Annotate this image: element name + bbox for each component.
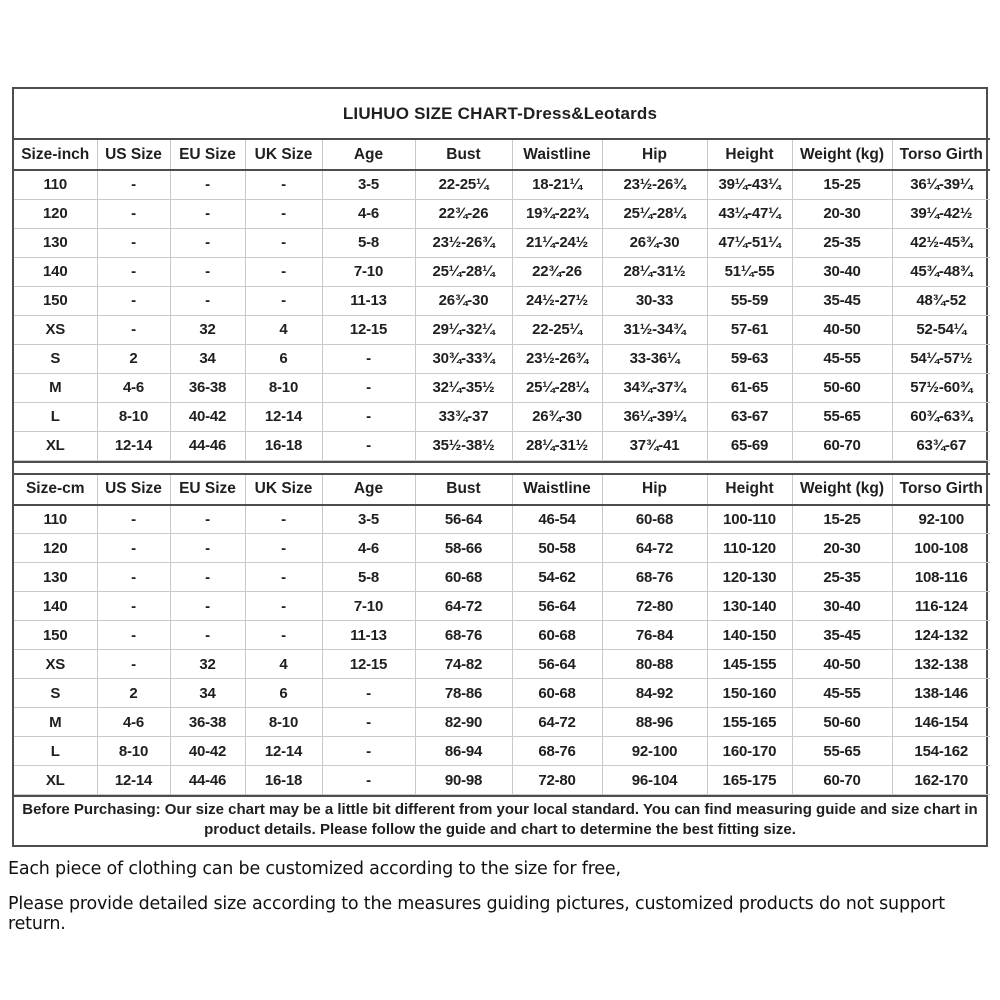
size-label-cell: 140 bbox=[14, 257, 97, 286]
table-cell: 4-6 bbox=[97, 708, 170, 737]
table-cell: - bbox=[322, 373, 415, 402]
size-label-cell: 130 bbox=[14, 228, 97, 257]
table-cell: - bbox=[245, 534, 322, 563]
table-cell: 6 bbox=[245, 344, 322, 373]
column-header: Torso Girth bbox=[892, 139, 990, 170]
table-cell: 55-65 bbox=[792, 737, 892, 766]
column-header: Bust bbox=[415, 139, 512, 170]
table-cell: 15-25 bbox=[792, 505, 892, 534]
purchase-note: Before Purchasing: Our size chart may be a little bit different from your local standard. You can find measuring guide and size chart in product details. Please follow the guide and chart to determine the best fitting size. bbox=[14, 795, 986, 845]
table-cell: 35-45 bbox=[792, 621, 892, 650]
table-row bbox=[14, 592, 990, 621]
table-row bbox=[14, 679, 990, 708]
table-cell: 16-18 bbox=[245, 431, 322, 460]
table-row bbox=[14, 708, 990, 737]
inch-table-body bbox=[14, 170, 990, 460]
inch-table-header bbox=[14, 139, 990, 170]
table-cell: 26¾-30 bbox=[602, 228, 707, 257]
table-cell: 60-68 bbox=[415, 563, 512, 592]
table-cell: - bbox=[245, 286, 322, 315]
table-cell: 92-100 bbox=[892, 505, 990, 534]
table-cell: 4-6 bbox=[97, 373, 170, 402]
table-cell: 65-69 bbox=[707, 431, 792, 460]
table-cell: 22-25¼ bbox=[512, 315, 602, 344]
table-cell: - bbox=[245, 621, 322, 650]
size-label-cell: XS bbox=[14, 315, 97, 344]
table-row bbox=[14, 766, 990, 795]
size-label-cell: XS bbox=[14, 650, 97, 679]
table-cell: 33-36¼ bbox=[602, 344, 707, 373]
table-row bbox=[14, 737, 990, 766]
table-cell: 116-124 bbox=[892, 592, 990, 621]
column-header: Hip bbox=[602, 474, 707, 505]
table-cell: - bbox=[245, 170, 322, 199]
table-cell: 56-64 bbox=[512, 592, 602, 621]
table-cell: 12-14 bbox=[245, 402, 322, 431]
table-cell: 6 bbox=[245, 679, 322, 708]
table-cell: 145-155 bbox=[707, 650, 792, 679]
table-cell: 60-68 bbox=[512, 679, 602, 708]
table-cell: - bbox=[170, 505, 245, 534]
table-cell: 12-15 bbox=[322, 315, 415, 344]
table-cell: - bbox=[170, 286, 245, 315]
table-cell: - bbox=[97, 286, 170, 315]
table-cell: 8-10 bbox=[245, 373, 322, 402]
table-cell: - bbox=[97, 315, 170, 344]
table-cell: - bbox=[322, 402, 415, 431]
table-cell: 150-160 bbox=[707, 679, 792, 708]
table-cell: 160-170 bbox=[707, 737, 792, 766]
table-cell: 36-38 bbox=[170, 373, 245, 402]
table-cell: 124-132 bbox=[892, 621, 990, 650]
table-cell: 39¼-42½ bbox=[892, 199, 990, 228]
size-label-cell: 150 bbox=[14, 621, 97, 650]
table-cell: 45-55 bbox=[792, 344, 892, 373]
table-cell: 3-5 bbox=[322, 505, 415, 534]
table-cell: 68-76 bbox=[415, 621, 512, 650]
table-cell: - bbox=[170, 228, 245, 257]
table-cell: 25¼-28¼ bbox=[512, 373, 602, 402]
table-cell: 96-104 bbox=[602, 766, 707, 795]
table-cell: 55-59 bbox=[707, 286, 792, 315]
size-label-cell: 120 bbox=[14, 199, 97, 228]
customization-note: Each piece of clothing can be customized according to the size for free, bbox=[8, 859, 621, 879]
table-row bbox=[14, 344, 990, 373]
column-header: Size-inch bbox=[14, 139, 97, 170]
table-cell: 28¼-31½ bbox=[512, 431, 602, 460]
table-cell: - bbox=[245, 505, 322, 534]
table-cell: 50-60 bbox=[792, 708, 892, 737]
table-cell: 42½-45¾ bbox=[892, 228, 990, 257]
chart-title: LIUHUO SIZE CHART-Dress&Leotards bbox=[342, 104, 658, 123]
table-cell: - bbox=[97, 592, 170, 621]
table-cell: 45-55 bbox=[792, 679, 892, 708]
table-cell: 64-72 bbox=[512, 708, 602, 737]
table-cell: - bbox=[170, 592, 245, 621]
table-cell: 52-54¼ bbox=[892, 315, 990, 344]
column-header: Height bbox=[707, 139, 792, 170]
table-cell: 5-8 bbox=[322, 228, 415, 257]
table-cell: 11-13 bbox=[322, 621, 415, 650]
size-label-cell: M bbox=[14, 373, 97, 402]
table-cell: 2 bbox=[97, 344, 170, 373]
table-cell: 92-100 bbox=[602, 737, 707, 766]
table-cell: 20-30 bbox=[792, 534, 892, 563]
table-gap-divider bbox=[14, 461, 986, 473]
table-cell: 12-14 bbox=[97, 766, 170, 795]
table-cell: 90-98 bbox=[415, 766, 512, 795]
table-cell: 26¾-30 bbox=[415, 286, 512, 315]
table-cell: 155-165 bbox=[707, 708, 792, 737]
table-cell: 54-62 bbox=[512, 563, 602, 592]
table-cell: 37¾-41 bbox=[602, 431, 707, 460]
table-cell: 39¼-43¼ bbox=[707, 170, 792, 199]
table-cell: 4 bbox=[245, 650, 322, 679]
column-header: Torso Girth bbox=[892, 474, 990, 505]
table-cell: 51¼-55 bbox=[707, 257, 792, 286]
header-row bbox=[14, 474, 990, 505]
table-cell: 23½-26¾ bbox=[512, 344, 602, 373]
table-cell: - bbox=[245, 199, 322, 228]
table-cell: 21¼-24½ bbox=[512, 228, 602, 257]
table-cell: 23½-26¾ bbox=[602, 170, 707, 199]
table-cell: 25-35 bbox=[792, 228, 892, 257]
table-cell: 72-80 bbox=[602, 592, 707, 621]
table-cell: 58-66 bbox=[415, 534, 512, 563]
table-cell: - bbox=[170, 534, 245, 563]
table-cell: 30¾-33¾ bbox=[415, 344, 512, 373]
size-label-cell: 120 bbox=[14, 534, 97, 563]
table-cell: 3-5 bbox=[322, 170, 415, 199]
cm-table-header bbox=[14, 474, 990, 505]
table-cell: 84-92 bbox=[602, 679, 707, 708]
table-cell: 64-72 bbox=[415, 592, 512, 621]
table-cell: 35½-38½ bbox=[415, 431, 512, 460]
table-cell: 63-67 bbox=[707, 402, 792, 431]
column-header: EU Size bbox=[170, 474, 245, 505]
table-cell: 60-68 bbox=[602, 505, 707, 534]
column-header: UK Size bbox=[245, 474, 322, 505]
table-cell: 74-82 bbox=[415, 650, 512, 679]
table-row bbox=[14, 563, 990, 592]
column-header: UK Size bbox=[245, 139, 322, 170]
size-label-cell: 110 bbox=[14, 170, 97, 199]
table-cell: 24½-27½ bbox=[512, 286, 602, 315]
table-cell: 28¼-31½ bbox=[602, 257, 707, 286]
table-cell: - bbox=[97, 170, 170, 199]
table-cell: 60-68 bbox=[512, 621, 602, 650]
size-table-inch bbox=[14, 138, 990, 461]
size-table-cm bbox=[14, 473, 990, 796]
table-cell: 100-108 bbox=[892, 534, 990, 563]
table-cell: 130-140 bbox=[707, 592, 792, 621]
column-header: Age bbox=[322, 474, 415, 505]
table-row bbox=[14, 621, 990, 650]
size-label-cell: 140 bbox=[14, 592, 97, 621]
column-header: Waistline bbox=[512, 474, 602, 505]
table-cell: - bbox=[170, 257, 245, 286]
table-cell: 30-33 bbox=[602, 286, 707, 315]
table-cell: - bbox=[97, 650, 170, 679]
table-cell: 2 bbox=[97, 679, 170, 708]
table-cell: 30-40 bbox=[792, 592, 892, 621]
table-row bbox=[14, 431, 990, 460]
table-cell: 30-40 bbox=[792, 257, 892, 286]
table-cell: - bbox=[322, 431, 415, 460]
table-cell: 26¾-30 bbox=[512, 402, 602, 431]
table-cell: 43¼-47¼ bbox=[707, 199, 792, 228]
table-cell: 8-10 bbox=[245, 708, 322, 737]
size-label-cell: XL bbox=[14, 766, 97, 795]
size-chart-container bbox=[12, 87, 988, 847]
table-cell: 12-14 bbox=[245, 737, 322, 766]
size-label-cell: L bbox=[14, 402, 97, 431]
table-cell: - bbox=[245, 257, 322, 286]
table-cell: 34¾-37¾ bbox=[602, 373, 707, 402]
table-cell: 76-84 bbox=[602, 621, 707, 650]
table-cell: 11-13 bbox=[322, 286, 415, 315]
table-cell: 110-120 bbox=[707, 534, 792, 563]
cm-table-body bbox=[14, 505, 990, 795]
table-cell: 55-65 bbox=[792, 402, 892, 431]
table-cell: 32 bbox=[170, 650, 245, 679]
table-cell: 45¾-48¾ bbox=[892, 257, 990, 286]
table-row bbox=[14, 257, 990, 286]
table-cell: 60-70 bbox=[792, 766, 892, 795]
table-cell: 78-86 bbox=[415, 679, 512, 708]
size-label-cell: S bbox=[14, 679, 97, 708]
table-cell: 68-76 bbox=[602, 563, 707, 592]
size-label-cell: L bbox=[14, 737, 97, 766]
table-cell: - bbox=[97, 621, 170, 650]
table-cell: 4-6 bbox=[322, 534, 415, 563]
table-cell: 100-110 bbox=[707, 505, 792, 534]
table-cell: 25-35 bbox=[792, 563, 892, 592]
table-cell: 7-10 bbox=[322, 592, 415, 621]
table-cell: 19¾-22¾ bbox=[512, 199, 602, 228]
table-cell: 34 bbox=[170, 344, 245, 373]
size-label-cell: M bbox=[14, 708, 97, 737]
table-row bbox=[14, 286, 990, 315]
table-cell: - bbox=[97, 534, 170, 563]
size-label-cell: XL bbox=[14, 431, 97, 460]
column-header: Weight (kg) bbox=[792, 474, 892, 505]
table-cell: 44-46 bbox=[170, 766, 245, 795]
table-cell: 82-90 bbox=[415, 708, 512, 737]
table-cell: 63¾-67 bbox=[892, 431, 990, 460]
table-cell: 33¾-37 bbox=[415, 402, 512, 431]
table-cell: 40-50 bbox=[792, 650, 892, 679]
column-header: Weight (kg) bbox=[792, 139, 892, 170]
table-cell: 154-162 bbox=[892, 737, 990, 766]
table-cell: 8-10 bbox=[97, 402, 170, 431]
table-cell: 32¼-35½ bbox=[415, 373, 512, 402]
table-row bbox=[14, 373, 990, 402]
size-label-cell: 130 bbox=[14, 563, 97, 592]
table-cell: 47¼-51¼ bbox=[707, 228, 792, 257]
size-label-cell: 110 bbox=[14, 505, 97, 534]
table-cell: - bbox=[322, 737, 415, 766]
header-row bbox=[14, 139, 990, 170]
table-cell: 60¾-63¾ bbox=[892, 402, 990, 431]
table-cell: 12-15 bbox=[322, 650, 415, 679]
table-cell: 64-72 bbox=[602, 534, 707, 563]
table-row bbox=[14, 170, 990, 199]
table-cell: 22¾-26 bbox=[415, 199, 512, 228]
table-cell: 59-63 bbox=[707, 344, 792, 373]
table-cell: 36¼-39¼ bbox=[892, 170, 990, 199]
table-cell: - bbox=[170, 621, 245, 650]
table-cell: 46-54 bbox=[512, 505, 602, 534]
table-cell: 146-154 bbox=[892, 708, 990, 737]
table-cell: 23½-26¾ bbox=[415, 228, 512, 257]
table-cell: 56-64 bbox=[415, 505, 512, 534]
table-cell: 29¼-32¼ bbox=[415, 315, 512, 344]
table-cell: 56-64 bbox=[512, 650, 602, 679]
table-row bbox=[14, 228, 990, 257]
table-cell: 61-65 bbox=[707, 373, 792, 402]
table-cell: 54¼-57½ bbox=[892, 344, 990, 373]
table-cell: 40-42 bbox=[170, 402, 245, 431]
table-cell: - bbox=[97, 257, 170, 286]
table-cell: 25¼-28¼ bbox=[602, 199, 707, 228]
table-cell: - bbox=[322, 766, 415, 795]
table-cell: 57-61 bbox=[707, 315, 792, 344]
table-cell: - bbox=[97, 505, 170, 534]
table-cell: 72-80 bbox=[512, 766, 602, 795]
table-cell: 86-94 bbox=[415, 737, 512, 766]
table-cell: 44-46 bbox=[170, 431, 245, 460]
column-header: Bust bbox=[415, 474, 512, 505]
table-cell: 40-42 bbox=[170, 737, 245, 766]
table-cell: - bbox=[170, 563, 245, 592]
table-cell: 16-18 bbox=[245, 766, 322, 795]
table-cell: - bbox=[97, 563, 170, 592]
table-cell: 140-150 bbox=[707, 621, 792, 650]
size-label-cell: S bbox=[14, 344, 97, 373]
size-label-cell: 150 bbox=[14, 286, 97, 315]
column-header: Waistline bbox=[512, 139, 602, 170]
table-cell: 120-130 bbox=[707, 563, 792, 592]
table-cell: - bbox=[322, 679, 415, 708]
table-cell: 88-96 bbox=[602, 708, 707, 737]
table-cell: - bbox=[245, 228, 322, 257]
table-cell: 4 bbox=[245, 315, 322, 344]
table-cell: 162-170 bbox=[892, 766, 990, 795]
table-cell: 48¾-52 bbox=[892, 286, 990, 315]
column-header: EU Size bbox=[170, 139, 245, 170]
table-cell: 20-30 bbox=[792, 199, 892, 228]
table-cell: 7-10 bbox=[322, 257, 415, 286]
table-cell: 8-10 bbox=[97, 737, 170, 766]
table-cell: - bbox=[245, 592, 322, 621]
column-header: Age bbox=[322, 139, 415, 170]
table-cell: 165-175 bbox=[707, 766, 792, 795]
table-cell: - bbox=[97, 199, 170, 228]
table-cell: - bbox=[170, 199, 245, 228]
table-cell: 18-21¼ bbox=[512, 170, 602, 199]
table-row bbox=[14, 199, 990, 228]
table-cell: 40-50 bbox=[792, 315, 892, 344]
table-row bbox=[14, 505, 990, 534]
column-header: Hip bbox=[602, 139, 707, 170]
table-cell: 60-70 bbox=[792, 431, 892, 460]
table-cell: 35-45 bbox=[792, 286, 892, 315]
column-header: Height bbox=[707, 474, 792, 505]
table-row bbox=[14, 315, 990, 344]
table-cell: 108-116 bbox=[892, 563, 990, 592]
table-cell: - bbox=[97, 228, 170, 257]
table-row bbox=[14, 534, 990, 563]
table-cell: - bbox=[322, 708, 415, 737]
table-cell: - bbox=[170, 170, 245, 199]
table-cell: 22¾-26 bbox=[512, 257, 602, 286]
table-cell: 50-58 bbox=[512, 534, 602, 563]
table-cell: 5-8 bbox=[322, 563, 415, 592]
table-row bbox=[14, 402, 990, 431]
table-row bbox=[14, 650, 990, 679]
table-cell: 132-138 bbox=[892, 650, 990, 679]
table-cell: 36¼-39¼ bbox=[602, 402, 707, 431]
table-cell: 4-6 bbox=[322, 199, 415, 228]
table-cell: 25¼-28¼ bbox=[415, 257, 512, 286]
column-header: Size-cm bbox=[14, 474, 97, 505]
column-header: US Size bbox=[97, 139, 170, 170]
table-cell: 12-14 bbox=[97, 431, 170, 460]
table-cell: 31½-34¾ bbox=[602, 315, 707, 344]
column-header: US Size bbox=[97, 474, 170, 505]
table-cell: - bbox=[245, 563, 322, 592]
table-cell: 15-25 bbox=[792, 170, 892, 199]
table-cell: 32 bbox=[170, 315, 245, 344]
return-policy-note: Please provide detailed size according to the measures guiding pictures, customized products do not support return. bbox=[8, 894, 945, 934]
table-cell: 22-25¼ bbox=[415, 170, 512, 199]
table-cell: 138-146 bbox=[892, 679, 990, 708]
table-cell: 34 bbox=[170, 679, 245, 708]
table-cell: 36-38 bbox=[170, 708, 245, 737]
table-cell: 57½-60¾ bbox=[892, 373, 990, 402]
table-cell: - bbox=[322, 344, 415, 373]
table-cell: 80-88 bbox=[602, 650, 707, 679]
table-cell: 68-76 bbox=[512, 737, 602, 766]
table-cell: 50-60 bbox=[792, 373, 892, 402]
